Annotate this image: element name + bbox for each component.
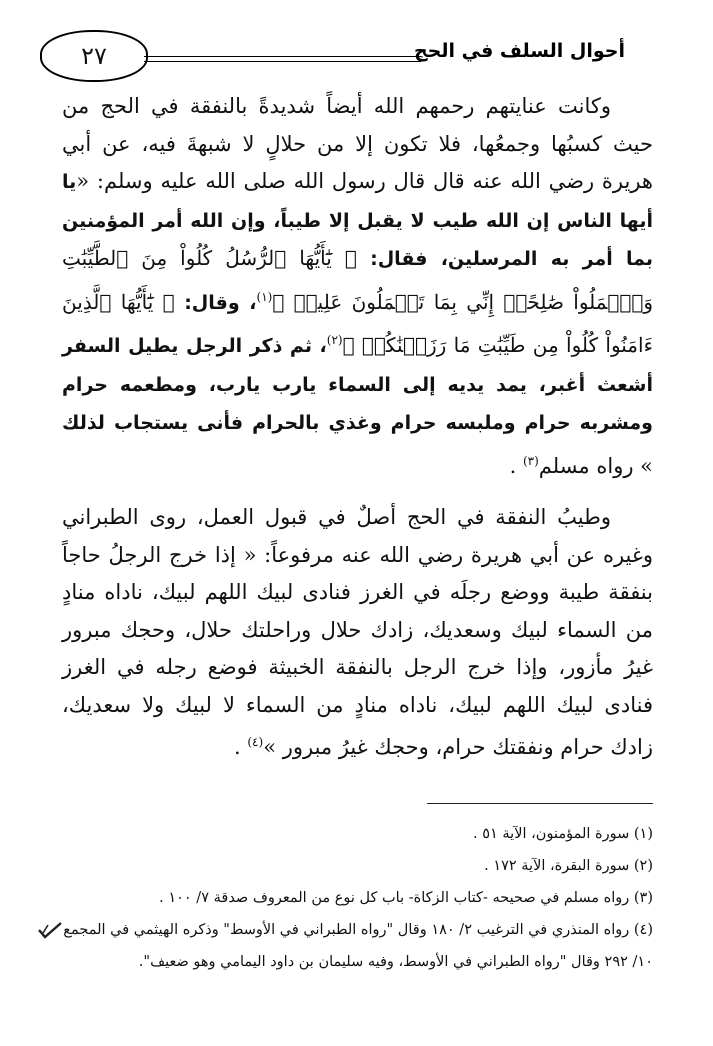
para1-attribution: » رواه مسلم	[538, 453, 653, 478]
footnotes	[48, 818, 653, 978]
header-rule	[144, 56, 421, 57]
para2-end: .	[234, 735, 248, 759]
quran-verse-2: ﴿ يَٰٓأَيُّهَا ٱلَّذِينَ ءَامَنُواْ كُلُواْ مِن طَيِّبَٰتِ مَا رَزَقۡنَٰكُمۡ ﴾	[62, 289, 653, 357]
para2-text: وطيبُ النفقة في الحج أصلٌ في قبول العمل، روى الطبراني وغيره عن أبي هريرة رضي الله عنه مرفوعاً: « إذا خرج الرجلُ حاجاً بنفقة طيبة ووضع رجلَه في الغرز فنادى لبيك اللهم لبيك، ناداه منادٍ من السماء لبيك وسعديك، زادك حلال وراحلتك حلال، وحجك مبرور غيرُ مأزور، وإذا خرج الرجل بالنفقة الخبيثة فوضع رجله في الغرز فنادى لبيك اللهم لبيك، ناداه منادٍ من السماء لا لبيك ولا سعديك، زادك حرام ونفقتك حرام، وحجك غيرُ مبرور »	[62, 505, 653, 759]
paragraph-2	[62, 499, 653, 767]
footnote-4-line	[48, 914, 653, 946]
footnote-ref-1: (١)	[256, 289, 273, 304]
footnote-4: (٤) رواه المنذري في الترغيب ٢/ ١٨٠ وقال "رواه الطبراني في الأوسط" وذكره الهيثمي في المجمع	[63, 922, 653, 938]
footnote-separator	[427, 803, 653, 804]
para1-end: .	[509, 453, 523, 478]
footnote-ref-2: (٢)	[326, 333, 343, 347]
hadith-bold-2: ، وقال:	[174, 291, 257, 314]
footnote-1: (١) سورة المؤمنون، الآية ٥١ .	[473, 826, 653, 842]
para1-intro: وكانت عنايتهم رحمهم الله أيضاً شديدةً بالنفقة في الحج من حيث كسبُها وجمعُها، فلا تكون إلا من حلالٍ لا شبهةَ فيه، عن أبي هريرة رضي الله عنه قال قال رسول الله صلى الله عليه وسلم: «	[62, 94, 653, 193]
hadith-bold-1: يا أيها الناس إن الله طيب لا يقبل إلا طيباً، وإن الله أمر المؤمنين بما أمر به المرسلين، فقال:	[62, 171, 653, 270]
running-title: أحوال السلف في الحج	[413, 40, 625, 62]
footnote-ref-3: (٣)	[522, 453, 539, 468]
footnote-3: (٣) رواه مسلم في صحيحه -كتاب الزكاة- باب كل نوع من المعروف صدقة ٧/ ١٠٠ .	[159, 890, 653, 906]
hadith-bold-3: ، ثم ذكر الرجل يطيل السفر أشعث أغبر، يمد يديه إلى السماء يارب يارب، ومطعمه حرام ومشربه حرام وملبسه حرام وغذي بالحرام فأنى يستجاب لذلك	[62, 335, 653, 434]
footnote-4-continuation: ١٠/ ٢٩٢ وقال "رواه الطبراني في الأوسط، وفيه سليمان بن داود اليمامي وهو ضعيف".	[138, 954, 653, 970]
footnote-2: (٢) سورة البقرة، الآية ١٧٢ .	[484, 858, 653, 874]
footnote-ref-4: (٤)	[247, 735, 264, 749]
body-text	[62, 88, 653, 767]
header-rule-lower	[144, 61, 421, 62]
page-number: ٢٧	[40, 30, 148, 82]
handwritten-check-mark-icon	[37, 921, 63, 939]
paragraph-1	[62, 88, 653, 485]
quran-verse-1: ﴿ يَٰٓأَيُّهَا ٱلرُّسُلُ كُلُواْ مِنَ ٱلطَّيِّبَٰتِ وَٱعۡمَلُواْ صَٰلِحًاۖ إِنِّي بِمَا تَعۡمَلُونَ عَلِيمٞ ﴾	[62, 246, 653, 314]
